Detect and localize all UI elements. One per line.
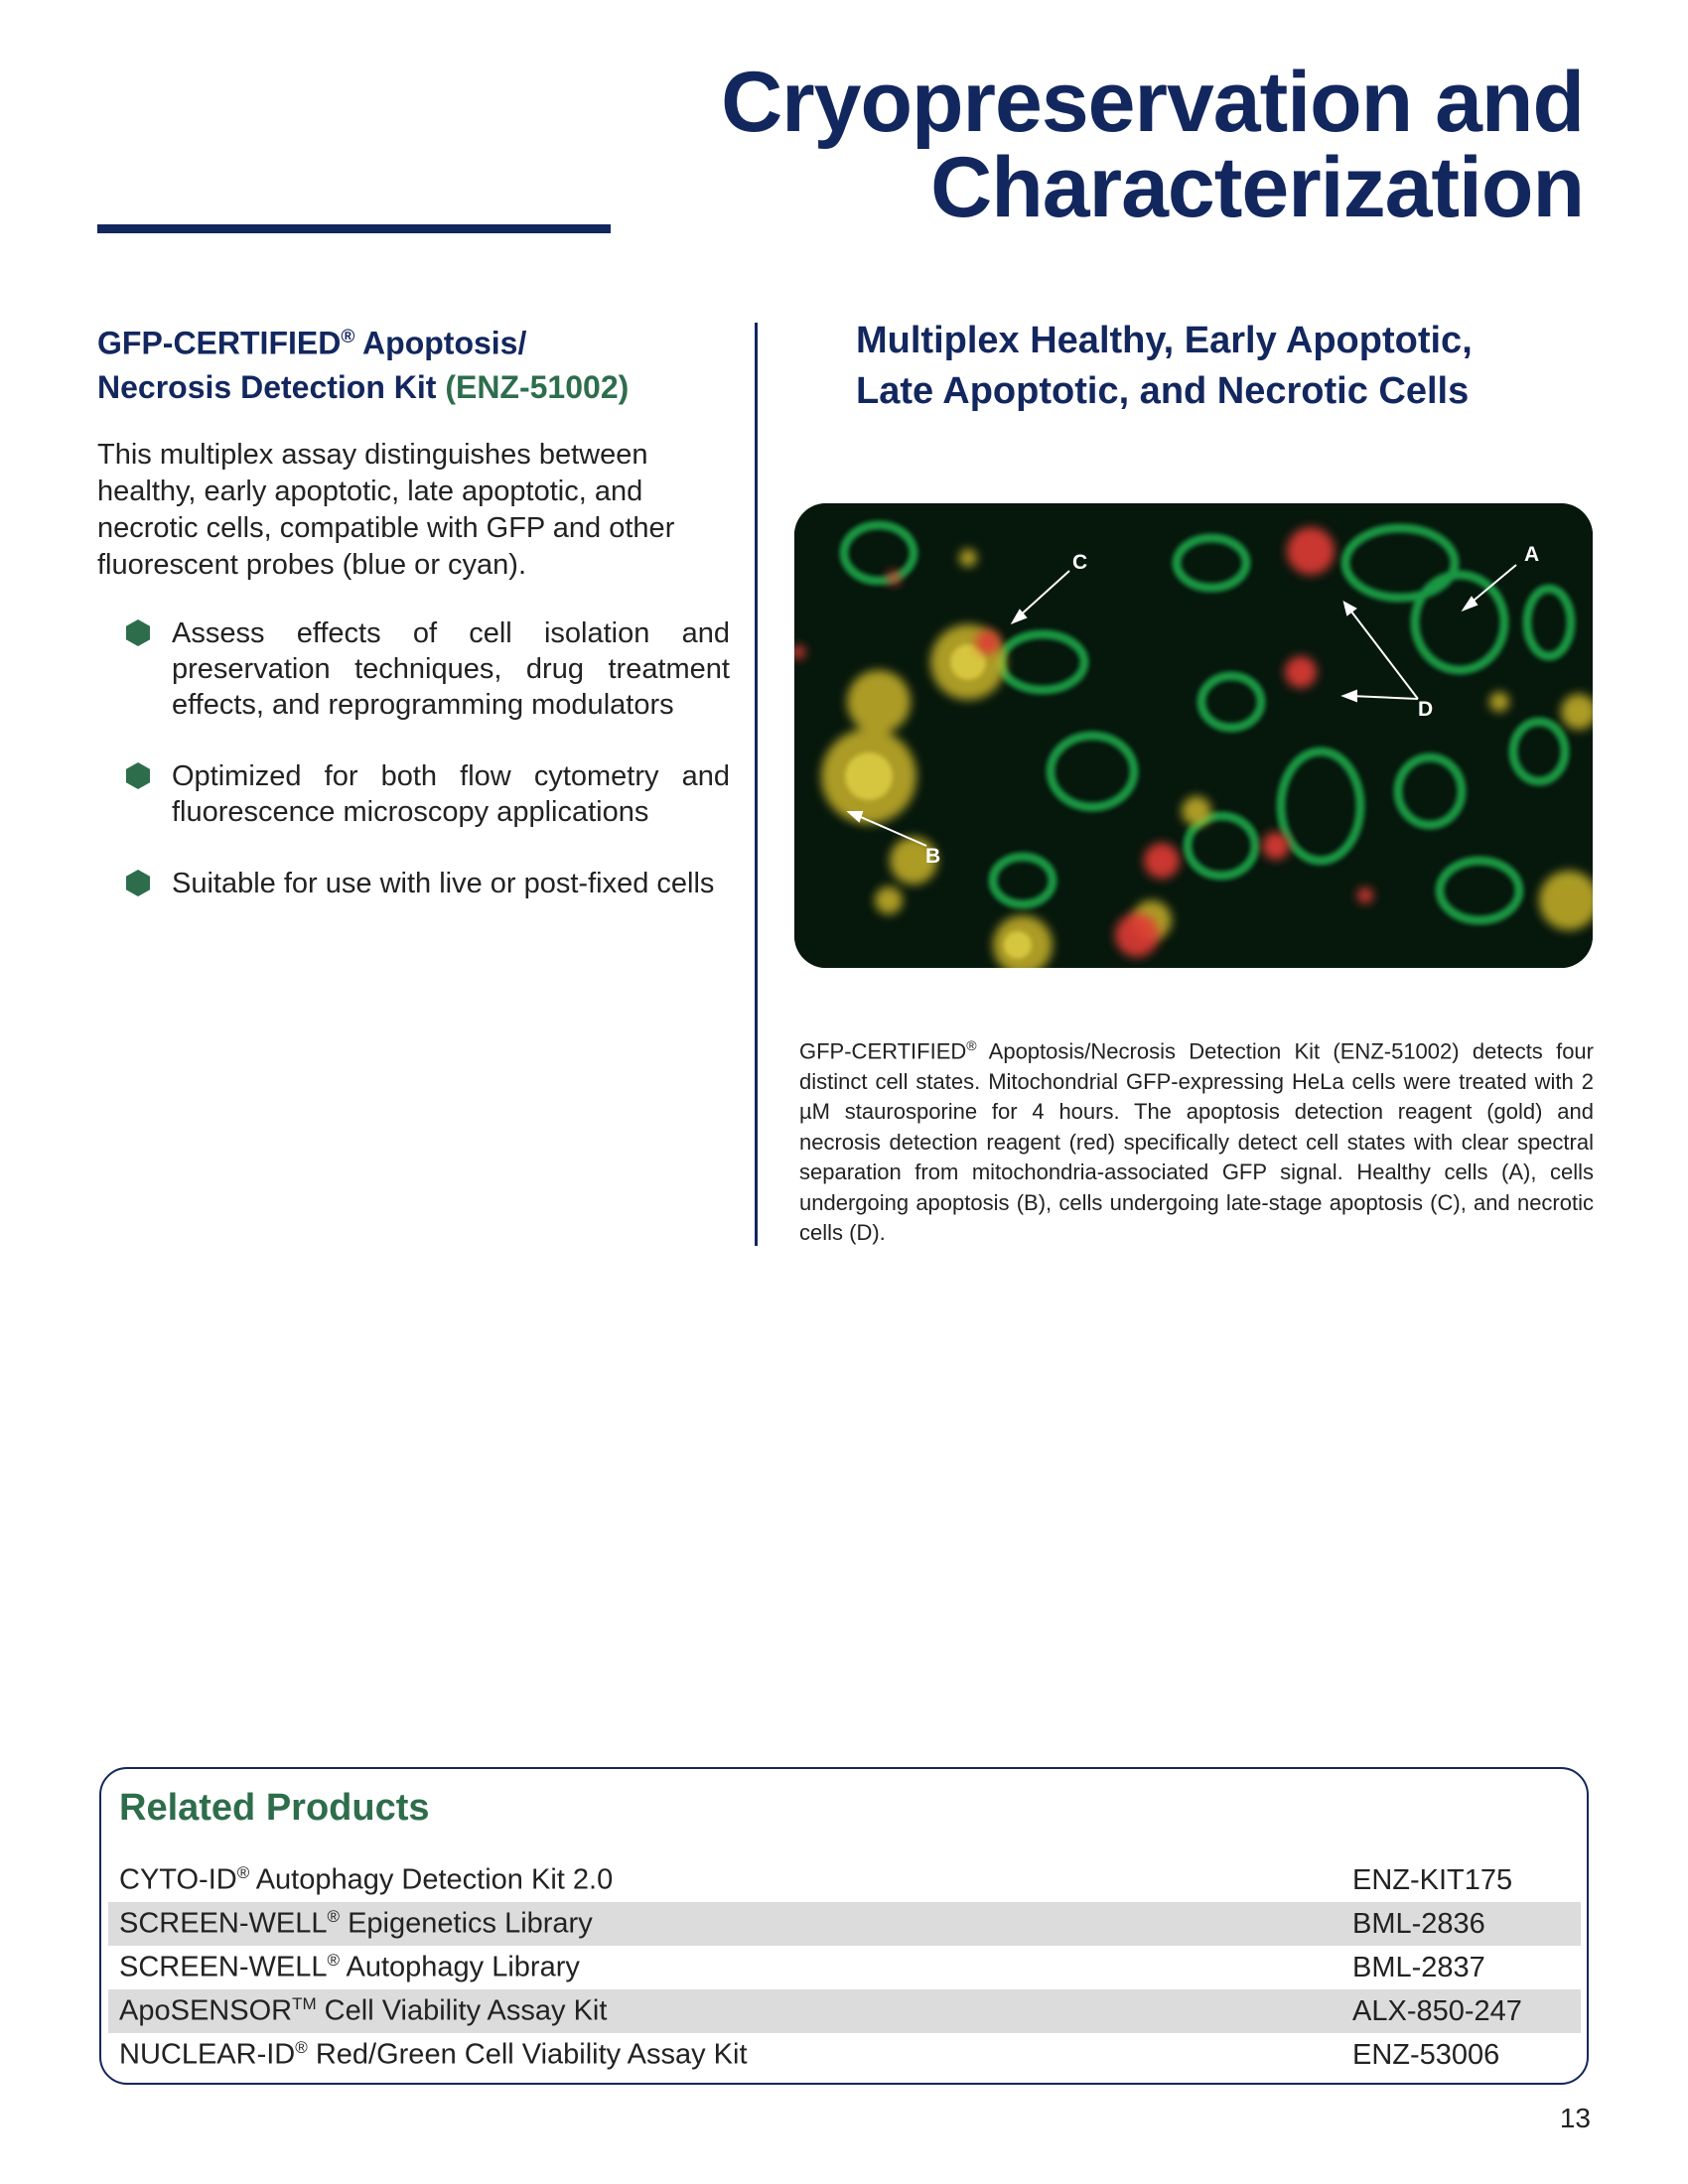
figure-heading	[856, 316, 1551, 417]
product-name-rest: Epigenetics Library	[340, 1907, 593, 1940]
product-name-rest: Red/Green Cell Viability Assay Kit	[307, 2038, 748, 2071]
product-code: ENZ-KIT175	[1352, 1863, 1513, 1896]
product-mark: ®	[236, 1863, 250, 1883]
page-number: 13	[1559, 2103, 1591, 2133]
product-brand: SCREEN-WELL	[119, 1951, 328, 1983]
product-code: BML-2836	[1352, 1907, 1485, 1940]
product-code: ENZ-53006	[1352, 2038, 1500, 2071]
product-name	[108, 1951, 1352, 1984]
intro-paragraph: This multiplex assay distinguishes between healthy, early apoptotic, late apoptotic, and necrotic cells, compatible with GFP and other fluorescent probes (blue or cyan).	[97, 439, 675, 581]
table-row	[108, 1858, 1581, 1902]
kit-brand: GFP-CERTIFIED	[97, 325, 342, 361]
page-title-line-2: Characterization	[930, 140, 1584, 235]
product-name	[108, 1863, 1352, 1897]
caption-text: Apoptosis/Necrosis Detection Kit (ENZ-51002) detects four distinct cell states. Mitochondrial GFP-expressing HeLa cells were treated with 2 µM staurosporine for 4 hours. The apoptosis detection reagent (gold) and necrosis detection reagent (red) specifically detect cell states with clear spectral separation from mitochondria-associated GFP signal. Healthy cells (A), cells undergoing apoptosis (B), cells undergoing late-stage apoptosis (C), and necrotic cells (D).	[799, 1038, 1594, 1246]
product-name	[108, 2038, 1352, 2072]
hexagon-bullet-icon	[126, 619, 150, 646]
product-brand: CYTO-ID	[119, 1863, 237, 1896]
product-brand: NUCLEAR-ID	[119, 2038, 296, 2071]
label-b: B	[925, 845, 941, 868]
product-name-rest: Cell Viability Assay Kit	[316, 1994, 608, 2027]
product-name-rest: Autophagy Detection Kit 2.0	[249, 1863, 614, 1896]
product-mark: ®	[327, 1951, 341, 1971]
related-products-title: Related Products	[119, 1787, 430, 1829]
feature-item	[124, 758, 730, 830]
figure-caption	[799, 1030, 1594, 1249]
product-name	[108, 1907, 1352, 1941]
caption-registered-mark: ®	[966, 1037, 977, 1053]
hexagon-bullet-icon	[126, 870, 150, 896]
feature-item	[124, 866, 730, 901]
table-row	[108, 2033, 1581, 2077]
feature-list	[124, 615, 730, 937]
page-title-line-1: Cryopreservation and	[721, 55, 1584, 150]
figure-heading-line-1: Multiplex Healthy, Early Apoptotic,	[856, 320, 1473, 361]
label-c: C	[1072, 551, 1088, 574]
product-mark: ®	[327, 1907, 341, 1927]
table-row	[108, 1989, 1581, 2033]
kit-heading	[97, 316, 733, 409]
related-products-panel	[99, 1767, 1589, 2085]
product-code: BML-2837	[1352, 1951, 1485, 1983]
product-mark: TM	[292, 1994, 317, 2014]
product-name-rest: Autophagy Library	[340, 1951, 580, 1983]
kit-heading-line-2: Necrosis Detection Kit	[97, 368, 446, 405]
product-code: ALX-850-247	[1352, 1994, 1522, 2027]
related-products-table	[108, 1858, 1581, 2077]
figure-heading-line-2: Late Apoptotic, and Necrotic Cells	[856, 370, 1470, 412]
title-rule	[97, 224, 611, 233]
table-row	[108, 1946, 1581, 1989]
product-name	[108, 1994, 1352, 2028]
microscopy-image	[794, 503, 1593, 968]
hexagon-bullet-icon	[126, 762, 150, 789]
kit-heading-line-1-rest: Apoptosis/	[354, 325, 527, 361]
feature-item	[124, 615, 730, 723]
product-brand: ApoSENSOR	[119, 1994, 293, 2027]
feature-text: Assess effects of cell isolation and preservation techniques, drug treatment effects, and reprogramming modulators	[172, 617, 730, 721]
label-a: A	[1524, 543, 1540, 566]
label-d: D	[1418, 698, 1434, 721]
kit-code: (ENZ-51002)	[445, 368, 630, 405]
registered-mark: ®	[341, 327, 355, 347]
microscopy-graphic	[794, 503, 1593, 968]
feature-text: Optimized for both flow cytometry and fluorescence microscopy applications	[172, 760, 730, 828]
caption-brand: GFP-CERTIFIED	[799, 1038, 967, 1064]
column-divider	[755, 323, 758, 1246]
product-brand: SCREEN-WELL	[119, 1907, 328, 1940]
feature-text: Suitable for use with live or post-fixed cells	[172, 868, 715, 899]
product-mark: ®	[295, 2038, 308, 2058]
table-row	[108, 1902, 1581, 1946]
page-title	[591, 55, 1584, 235]
